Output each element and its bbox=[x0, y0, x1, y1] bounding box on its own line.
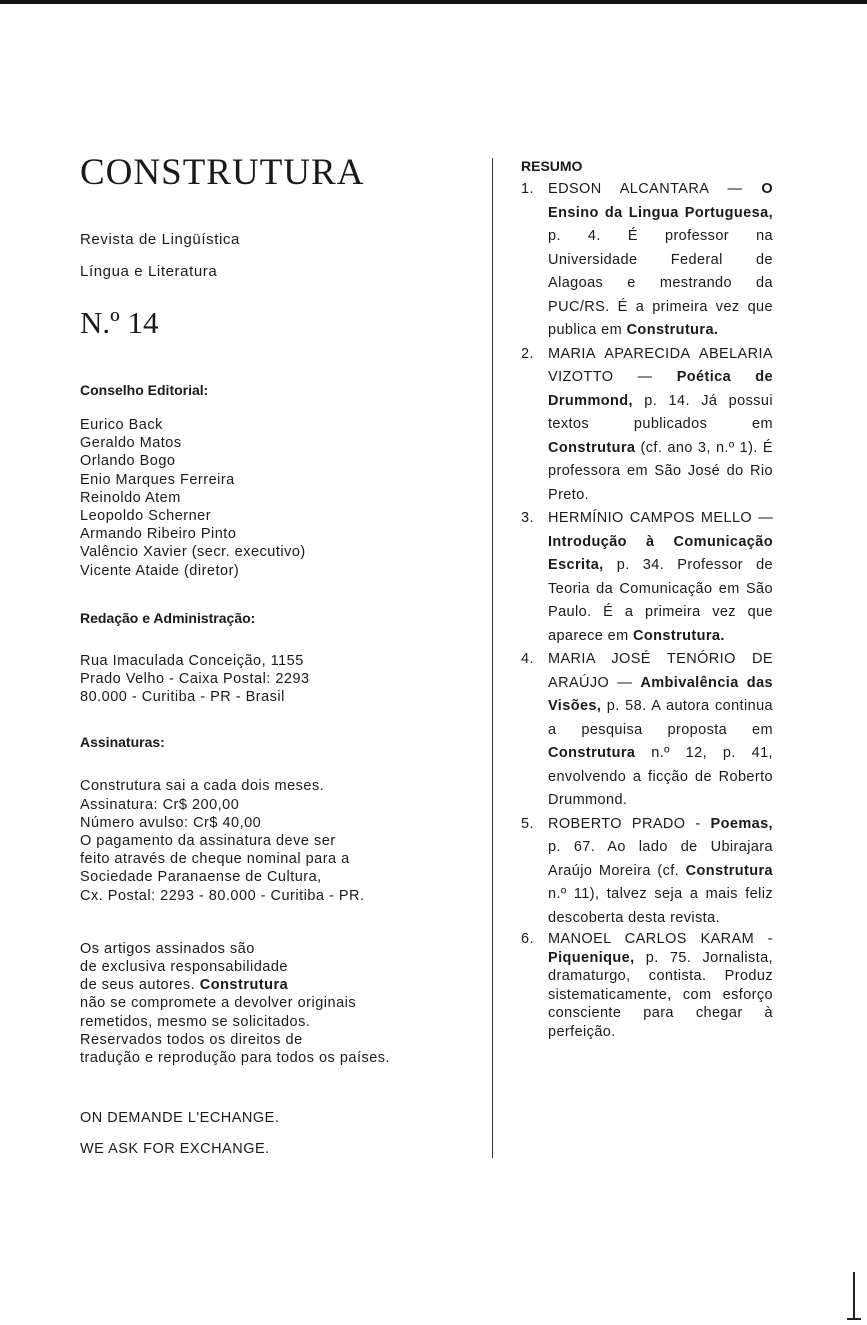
entry-description: p. 75. Jornalista, dramaturgo, contista. Produz sistematicamente, com esforço consciente para chegar à perfeição. bbox=[548, 949, 773, 1040]
entry-journal-name: Construtura. bbox=[633, 627, 725, 644]
entry-title: Poética de Drummond, bbox=[548, 369, 773, 409]
list-item: Eurico Back bbox=[80, 417, 163, 433]
subscriptions-info bbox=[80, 777, 480, 904]
list-item bbox=[80, 976, 480, 994]
issue-number: N.º 14 bbox=[80, 305, 159, 340]
summary-list bbox=[521, 178, 773, 1041]
list-item bbox=[521, 343, 773, 508]
page-corner-mark bbox=[853, 1272, 855, 1320]
entry-text bbox=[548, 930, 773, 1041]
list-item: tradução e reprodução para todos os países. bbox=[80, 1050, 391, 1067]
exchange-notice-fr: ON DEMANDE L'ECHANGE. bbox=[80, 1110, 280, 1127]
list-item: Reservados todos os direitos de bbox=[80, 1031, 303, 1048]
list-item: Enio Marques Ferreira bbox=[80, 471, 235, 488]
list-item: Os artigos assinados são bbox=[80, 940, 255, 957]
entry-author: EDSON ALCANTARA — bbox=[548, 181, 762, 197]
entry-number: 5. bbox=[521, 815, 534, 832]
entry-text bbox=[548, 648, 773, 813]
entry-description: p. 58. A autora continua a pesquisa proposta em bbox=[548, 698, 773, 738]
list-item: feito através de cheque nominal para a bbox=[80, 851, 350, 868]
journal-name-bold: Construtura bbox=[199, 977, 289, 994]
masthead-column bbox=[80, 150, 480, 1159]
page-top-edge bbox=[0, 0, 867, 4]
entry-journal-name: Construtura bbox=[548, 439, 636, 456]
list-item: de exclusiva responsabilidade bbox=[80, 959, 288, 976]
entry-title: O Ensino da Lingua Portuguesa, bbox=[548, 181, 773, 221]
column-divider bbox=[492, 158, 493, 1158]
entry-text bbox=[548, 178, 773, 343]
entry-text bbox=[548, 813, 773, 931]
list-item bbox=[521, 648, 773, 813]
editorial-board-list bbox=[80, 416, 480, 580]
list-item: Assinatura: Cr$ 200,00 bbox=[80, 796, 240, 813]
summary-heading: RESUMO bbox=[521, 158, 583, 174]
entry-number: 2. bbox=[521, 345, 534, 362]
journal-subtitle-2: Língua e Literatura bbox=[80, 263, 218, 280]
list-item bbox=[521, 813, 773, 931]
entry-author: MARIA JOSÉ TENÓRIO DE ARAÚJO — bbox=[548, 651, 773, 691]
list-item: Orlando Bogo bbox=[80, 453, 176, 470]
entry-author: ROBERTO PRADO - bbox=[548, 815, 711, 832]
administration-address bbox=[80, 652, 480, 707]
journal-subtitle-1: Revista de Lingüística bbox=[80, 231, 240, 248]
list-item: Cx. Postal: 2293 - 80.000 - Curitiba - PR. bbox=[80, 887, 365, 904]
entry-journal-name: Construtura bbox=[548, 745, 636, 761]
list-item: Reinoldo Atem bbox=[80, 489, 181, 506]
entry-author: HERMÍNIO CAMPOS MELLO — bbox=[548, 510, 773, 526]
editorial-board-heading: Conselho Editorial: bbox=[80, 382, 209, 398]
list-item: Rua Imaculada Conceição, 1155 bbox=[80, 652, 304, 669]
exchange-notice-en: WE ASK FOR EXCHANGE. bbox=[80, 1141, 270, 1158]
list-item: remetidos, mesmo se solicitados. bbox=[80, 1013, 311, 1030]
list-item: Sociedade Paranaense de Cultura, bbox=[80, 869, 322, 886]
summary-column bbox=[521, 156, 773, 1041]
entry-number: 1. bbox=[521, 181, 534, 197]
entry-author: MARIA APARECIDA ABELARIA VIZOTTO — bbox=[548, 345, 773, 385]
entry-journal-name: Construtura bbox=[685, 862, 773, 879]
entry-description: p. 4. É professor na Universidade Federal de Alagoas e mestrando da PUC/RS. É a primeira vez que publica em bbox=[548, 228, 773, 338]
entry-description: p. 14. Já possui textos publicados em bbox=[548, 392, 773, 432]
entry-description-end: (cf. ano 3, n.º 1). É professora em São José do Rio Preto. bbox=[548, 439, 773, 503]
list-item bbox=[521, 930, 773, 1041]
entry-title: Ambivalência das Visões, bbox=[548, 674, 773, 714]
entry-description: p. 34. Professor de Teoria da Comunicação em São Paulo. É a primeira vez que aparece em bbox=[548, 557, 773, 644]
list-item: 80.000 - Curitiba - PR - Brasil bbox=[80, 689, 285, 706]
entry-description-end: n.º 12, p. 41, envolvendo a ficção de Roberto Drummond. bbox=[548, 745, 773, 808]
subscriptions-heading: Assinaturas: bbox=[80, 734, 165, 751]
list-item: não se compromete a devolver originais bbox=[80, 995, 357, 1012]
entry-number: 6. bbox=[521, 931, 534, 947]
list-item bbox=[521, 178, 773, 343]
entry-journal-name: Construtura. bbox=[626, 322, 719, 338]
entry-number: 3. bbox=[521, 510, 534, 526]
entry-title: Piquenique, bbox=[548, 949, 635, 966]
entry-title: Poemas, bbox=[710, 815, 773, 832]
entry-description-end: n.º 11), talvez seja a mais feliz descoberta desta revista. bbox=[548, 886, 773, 926]
list-item: Prado Velho - Caixa Postal: 2293 bbox=[80, 671, 310, 688]
entry-author: MANOEL CARLOS KARAM - bbox=[548, 931, 773, 947]
entry-text bbox=[548, 507, 773, 648]
list-item: Número avulso: Cr$ 40,00 bbox=[80, 814, 262, 831]
administration-heading: Redação e Administração: bbox=[80, 609, 256, 626]
list-item: Construtura sai a cada dois meses. bbox=[80, 778, 325, 795]
entry-description: p. 67. Ao lado de Ubirajara Araújo Moreira (cf. bbox=[548, 839, 773, 879]
list-item: Leopoldo Scherner bbox=[80, 508, 212, 525]
entry-number: 4. bbox=[521, 651, 534, 667]
journal-title: CONSTRUTURA bbox=[80, 152, 365, 193]
list-item bbox=[521, 507, 773, 648]
rights-notice bbox=[80, 940, 480, 1067]
entry-title: Introdução à Comunicação Escrita, bbox=[548, 533, 773, 573]
list-item: Geraldo Matos bbox=[80, 435, 182, 452]
list-item: Armando Ribeiro Pinto bbox=[80, 526, 237, 543]
list-item: Valêncio Xavier (secr. executivo) bbox=[80, 544, 306, 561]
notice-text: de seus autores. bbox=[80, 977, 200, 994]
entry-text bbox=[548, 343, 773, 508]
list-item: O pagamento da assinatura deve ser bbox=[80, 833, 336, 850]
list-item: Vicente Ataide (diretor) bbox=[80, 562, 240, 579]
